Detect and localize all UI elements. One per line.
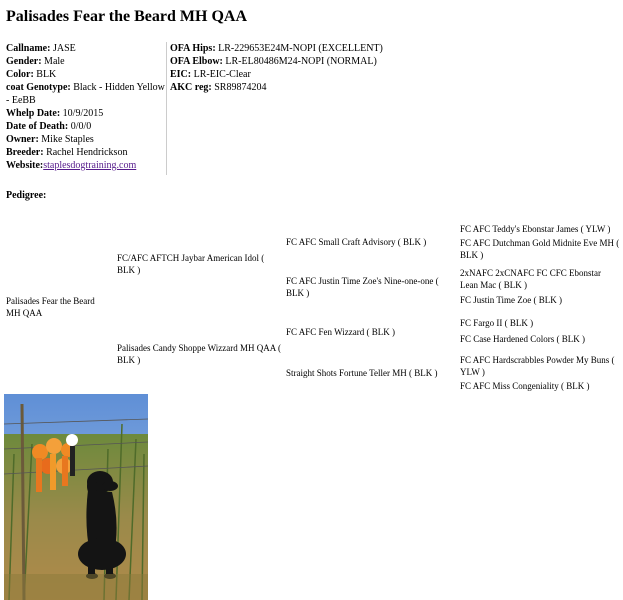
akc-row: [170, 81, 470, 94]
breeder-row: [6, 146, 166, 159]
hips-value: LR-229653E24M-NOPI (EXCELLENT): [218, 43, 383, 54]
color-row: [6, 68, 166, 81]
genotype-row: [6, 81, 166, 107]
pedigree-dam: Palisades Candy Shoppe Wizzard MH QAA ( BLK ): [117, 343, 281, 365]
death-value: 0/0/0: [70, 121, 92, 132]
color-value: BLK: [36, 69, 57, 80]
whelp-row: [6, 107, 166, 120]
eic-row: [170, 68, 470, 81]
pedigree-sire-dam: FC AFC Justin Time Zoe's Nine-one-one ( BLK ): [286, 276, 439, 298]
dog-info-panel: [6, 42, 167, 175]
pedigree-ggp-7: FC AFC Hardscrabbles Powder My Buns ( YLW ): [460, 355, 615, 377]
website-label: Website:: [6, 160, 44, 171]
hips-row: [170, 42, 470, 55]
pedigree-ggp-2: FC AFC Dutchman Gold Midnite Eve MH ( BLK ): [460, 238, 620, 260]
pedigree-ggp-6: FC Case Hardened Colors ( BLK ): [460, 334, 585, 344]
breeder-value: Rachel Hendrickson: [46, 147, 128, 158]
callname-value: JASE: [52, 43, 76, 54]
elbow-label: OFA Elbow:: [170, 56, 223, 67]
akc-value: SR89874204: [214, 82, 267, 93]
dog-photo-illustration: [4, 394, 148, 600]
genotype-label: coat Genotype:: [6, 82, 71, 93]
pedigree-sire-sire: FC AFC Small Craft Advisory ( BLK ): [286, 237, 427, 247]
whelp-value: 10/9/2015: [62, 108, 104, 119]
callname-label: Callname:: [6, 43, 51, 54]
akc-label: AKC reg:: [170, 82, 212, 93]
pedigree-ggp-3: 2xNAFC 2xCNAFC FC CFC Ebonstar Lean Mac ( BLK ): [460, 268, 602, 290]
eic-value: LR-EIC-Clear: [193, 69, 251, 80]
hips-label: OFA Hips:: [170, 43, 216, 54]
pedigree-ggp-8: FC AFC Miss Congeniality ( BLK ): [460, 381, 590, 391]
gender-value: Male: [44, 56, 65, 67]
genotype-value: Black - Hidden Yellow - EeBB: [6, 82, 165, 106]
gender-row: [6, 55, 166, 68]
owner-row: [6, 133, 166, 146]
callname-row: [6, 42, 166, 55]
death-row: [6, 120, 166, 133]
owner-value: Mike Staples: [41, 134, 94, 145]
elbow-value: LR-EL80486M24-NOPI (NORMAL): [225, 56, 377, 67]
owner-label: Owner:: [6, 134, 39, 145]
pedigree-dam-sire: FC AFC Fen Wizzard ( BLK ): [286, 327, 395, 337]
elbow-row: [170, 55, 470, 68]
pedigree-ggp-4: FC Justin Time Zoe ( BLK ): [460, 295, 563, 305]
website-link[interactable]: staplesdogtraining.com: [43, 160, 137, 171]
pedigree-subject: Palisades Fear the Beard MH QAA: [6, 296, 95, 318]
eic-label: EIC:: [170, 69, 192, 80]
pedigree-heading: Pedigree:: [6, 190, 47, 201]
pedigree-dam-dam: Straight Shots Fortune Teller MH ( BLK ): [286, 368, 438, 378]
death-label: Date of Death:: [6, 121, 69, 132]
health-info-panel: [170, 42, 470, 94]
color-label: Color:: [6, 69, 34, 80]
pedigree-sire: FC/AFC AFTCH Jaybar American Idol ( BLK ): [117, 253, 265, 275]
page-title: Palisades Fear the Beard MH QAA: [6, 8, 248, 25]
pedigree-ggp-1: FC AFC Teddy's Ebonstar James ( YLW ): [460, 224, 611, 234]
dog-photo: [4, 394, 148, 600]
breeder-label: Breeder:: [6, 147, 44, 158]
website-row: [6, 159, 166, 172]
whelp-label: Whelp Date:: [6, 108, 61, 119]
pedigree-ggp-5: FC Fargo II ( BLK ): [460, 318, 534, 328]
gender-label: Gender:: [6, 56, 42, 67]
